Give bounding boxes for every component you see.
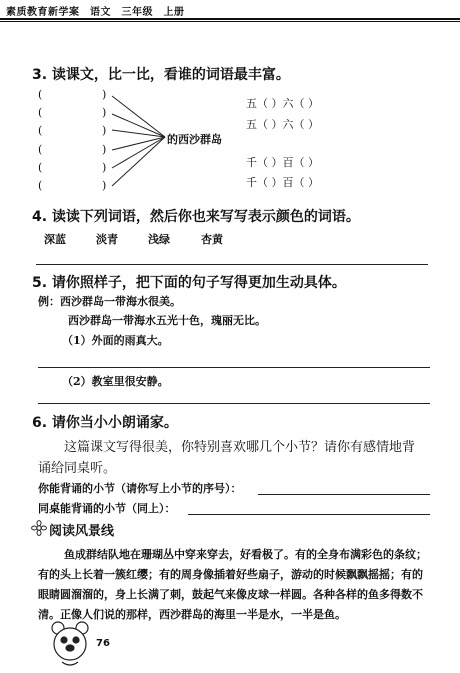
q3-right-item: 五（ ）六（ ）	[246, 118, 319, 131]
header-title: 素质教育新学案 语文 三年级 上册	[6, 7, 185, 18]
reading-title: 阅读风景线	[49, 524, 115, 539]
q6-line-1-label: 你能背诵的小节（请你写上小节的序号）：	[38, 482, 242, 495]
q3-blank-close-paren: )	[102, 143, 107, 156]
reading-line: 有的头上长着一簇红缨；有的周身像插着好些扇子，游动的时候飘飘摇摇；有的	[38, 568, 423, 581]
q3-right-item: 千（ ）百（ ）	[246, 176, 319, 189]
q3-blank-close-paren: )	[102, 124, 107, 137]
mascot-icon	[50, 618, 90, 670]
q3-blank-open-paren: (	[38, 88, 43, 101]
reading-line: 眼睛圆溜溜的，身上长满了刺，鼓起气来像皮球一样圆。各种各样的鱼多得数不	[38, 588, 423, 601]
q4-word: 杏黄	[201, 233, 223, 246]
q3-blank-open-paren: (	[38, 143, 43, 156]
q4-word: 浅绿	[148, 233, 170, 246]
q5-answer-line-1[interactable]	[38, 367, 430, 368]
q5-answer-line-2[interactable]	[38, 403, 430, 404]
q5-title: 5. 请你照样子，把下面的句子写得更加生动具体。	[32, 275, 346, 291]
q6-title: 6. 请你当小小朗诵家。	[32, 415, 178, 431]
connector-line	[112, 137, 165, 186]
q4-title: 4. 读读下列词语，然后你也来写写表示颜色的词语。	[32, 209, 360, 225]
q3-center-word: 的西沙群岛	[167, 133, 222, 146]
q6-paragraph-line-2: 诵给同桌听。	[38, 461, 117, 476]
q3-blank-close-paren: )	[102, 88, 107, 101]
q6-line-1-answer[interactable]	[258, 494, 430, 495]
q3-blank-open-paren: (	[38, 179, 43, 192]
q3-blank-close-paren: )	[102, 161, 107, 174]
q5-example-label: 例：西沙群岛一带海水很美。	[38, 295, 181, 308]
q5-example-answer: 西沙群岛一带海水五光十色，瑰丽无比。	[68, 314, 266, 327]
connector-line	[112, 137, 165, 150]
q5-item-1: （1）外面的雨真大。	[62, 334, 169, 347]
page-number: 76	[96, 638, 110, 649]
reading-line: 清。正像人们说的那样，西沙群岛的海里一半是水，一半是鱼。	[38, 608, 346, 621]
q3-blank-open-paren: (	[38, 106, 43, 119]
q3-title: 3. 读课文，比一比，看谁的词语最丰富。	[32, 67, 290, 83]
q6-paragraph-line-1: 这篇课文写得很美，你特别喜欢哪几个小节？请你有感情地背	[64, 440, 416, 455]
connector-line	[112, 137, 165, 168]
q5-item-2: （2）教室里很安静。	[62, 375, 169, 388]
q6-line-2-label: 同桌能背诵的小节（同上）：	[38, 502, 176, 515]
flower-icon	[30, 520, 48, 536]
q6-line-2-answer[interactable]	[188, 514, 430, 515]
q3-right-item: 千（ ）百（ ）	[246, 156, 319, 169]
q4-word: 淡青	[96, 233, 118, 246]
q3-blank-open-paren: (	[38, 124, 43, 137]
q3-right-item: 五（ ）六（ ）	[246, 97, 319, 110]
q4-answer-line[interactable]	[36, 264, 428, 265]
q3-blank-close-paren: )	[102, 106, 107, 119]
q4-word: 深蓝	[44, 233, 66, 246]
q3-blank-open-paren: (	[38, 161, 43, 174]
q3-blank-close-paren: )	[102, 179, 107, 192]
reading-line: 鱼成群结队地在珊瑚丛中穿来穿去，好看极了。有的全身布满彩色的条纹；	[64, 548, 427, 561]
